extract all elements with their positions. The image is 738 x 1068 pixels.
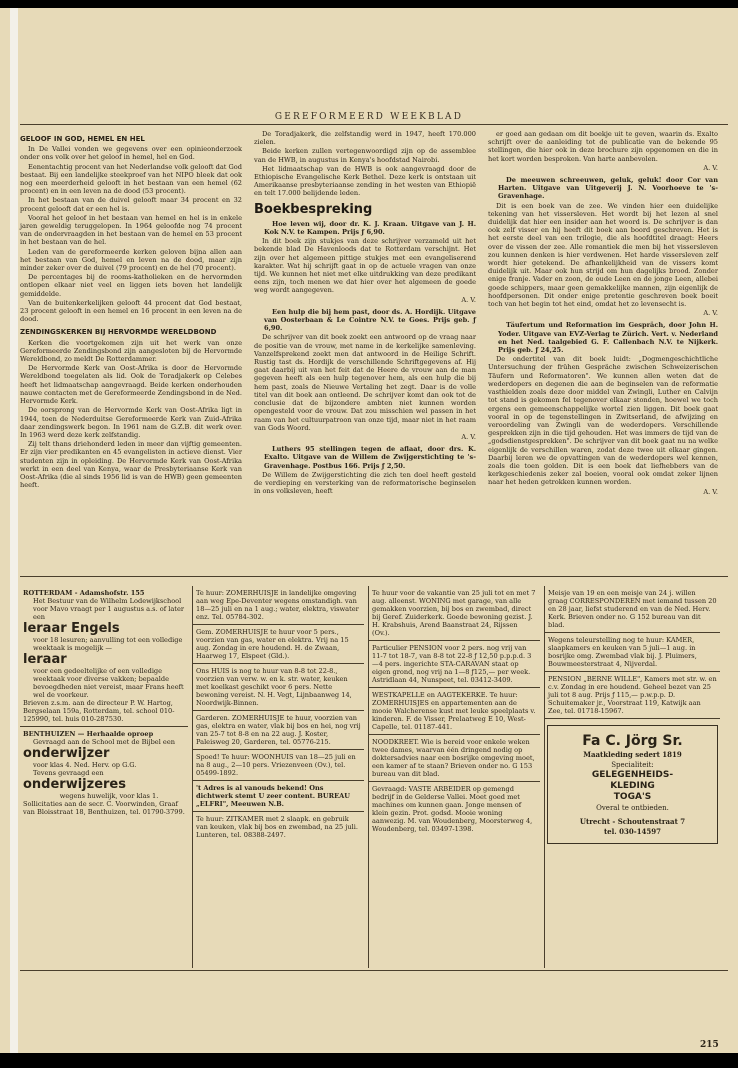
paragraph: Zij telt thans driehonderd leden in meer dan vijftig gemeenten. Er zijn vier predikanten en 45 evangelisten in actieve dienst. Vier studenten zijn in opleiding. De Hervormde Kerk van Oost-Afrika werkt in een deel van Kenya, waar de Presbyteriaanse Kerk van Oost-Afrika (die al sinds 1956 lid is van de HWB) geen gemeenten heeft. [20, 440, 242, 490]
ad-title-leraar-engels: leraar Engels [23, 621, 120, 636]
article-heading-zendingskerken: ZENDINGSKERKEN BIJ HERVORMDE WERELDBOND [20, 328, 217, 337]
ad-jorg-subtitle: Maatkleding sedert 1819 [583, 750, 682, 759]
ad-heading: ROTTERDAM - Adamshofstr. 155 [23, 589, 145, 597]
classified-ad: Spoed! Te huur: WOONHUIS van 18—25 juli en na 8 aug., 2—10 pers. Vriezenveen (Ov.), tel. 05499-1892. [193, 750, 364, 781]
paragraph: De Hervormde Kerk van Oost-Afrika is door de Hervormde Wereldbond toegelaten als lid. Ook de Toradjakerk op Celebes heeft het lidmaatschap aangevraagd. Beide kerken onderhouden nauwe contacten met de Gereformeerde Zendingsbond in de Ned. Hervormde Kerk. [20, 364, 242, 406]
paragraph: De oorsprong van de Hervormde Kerk van Oost-Afrika ligt in 1944, toen de Nederduitse Gereformeerde Kerk van Zuid-Afrika daar zendingswerk begon. In 1961 nam de G.Z.B. dit werk over. In 1963 werd deze kerk zelfstandig. [20, 406, 242, 439]
signature: A. V. [461, 295, 476, 304]
ad-jorg-line: GELEGENHEIDS- [591, 770, 674, 780]
paragraph: In het bestaan van de duivel gelooft maar 34 procent en 32 procent gelooft dat er een hel is. [20, 196, 242, 213]
classified-ad: Te huur voor de vakantie van 25 juli tot en met 7 aug. alleenst. WONING met garage, van alle gemakken voorzien, bij bos en zwembad, direct bij Geref. Zuiderkerk. Goede bewoning gezist. J. H. Krabshuis, Arend Baanstraat 24, Rijssen (Ov.). [369, 586, 540, 641]
masthead: GEREFORMEERD WEEKBLAD [274, 112, 464, 122]
paragraph: Vooral het geloof in het bestaan van hemel en hel is in enkele jaren geweldig teruggelopen. In 1964 geloofde nog 74 procent van de ondervraagden in het bestaan van de hemel en 53 procent in het bestaan van de hel. [20, 213, 242, 247]
ad-jorg-line: TOGA'S [613, 792, 652, 802]
paragraph: Van de buitenkerkelijken gelooft 44 procent dat God bestaat, 23 procent gelooft in een hemel en 16 procent in een leven na de dood. [20, 298, 242, 324]
ad-title-onderwijzeres: onderwijzeres [23, 777, 126, 792]
classified-ad: Gevraagd: VASTE ARBEIDER op gemengd bedrijf in de Gelderse Vallei. Moet goed met machines om kunnen gaan. Jonge mensen of klein gezin. Prot. godsd. Mooie woning aanwezig. M. van Woudenberg, Moorsterweg 4, Woudenberg, tel. 03497-1398. [372, 785, 533, 833]
ad-title-leraar: leraar [23, 652, 67, 667]
classified-ad: PENSION „BERNE WILLE", Kamers met str. w. en c.v. Zondag in ere houdend. Geheel bezet van 25 juli tot 8 aug. Prijs ƒ 115,— p.w.p.p. D. Schuitemaker jr., Voorstraat 119, Katwijk aan Zee, tel. 01718-15967. [545, 672, 720, 719]
ad-text: Het Bestuur van de Wilhelm Lodewijkschool voor Mavo vraagt per 1 augustus a.s. of later een [33, 597, 185, 621]
ad-text: wegens huwelijk, voor klas 1. [59, 792, 159, 800]
paragraph: Kerken die voortgekomen zijn uit het werk van onze Gereformeerde Zendingsbond zijn aangesloten bij de Hervormde Wereldbond, zo meldt De Rotterdammer. [20, 338, 242, 364]
classified-ad: Te huur: ZOMERHUISJE in landelijke omgeving aan weg Epe-Deventer wegens omstandigh. van 18—25 juli en na 1 aug.; water, elektra, viswater enz. Tel. 05784-302. [193, 586, 364, 625]
section-heading-boekbespreking: Boekbespreking [254, 201, 373, 217]
classified-ad: Ons HUIS is nog te huur van 8-8 tot 22-8., voorzien van verw. w. en k. str. water, keuken met koelkast geschikt voor 6 pers. Nette bewoning vereist. N. H. Vegt, Lijnbaanweg 14, Noordwijk-Binnen. [193, 664, 364, 711]
ad-text: voor klas 4. Ned. Herv. op G.G. [33, 761, 137, 769]
paragraph: De percentages bij de rooms-katholieken en de hervormden ontlopen elkaar niet veel en liggen iets boven het landelijk gemiddelde. [20, 273, 242, 298]
classified-ad: NOODKREET. Wie is bereid voor enkele weken twee dames, waarvan één dringend nodig op doktersadvies naar een bosrijke omgeving moet, een kamer af te staan? Brieven onder no. G 153 bureau van dit blad. [369, 735, 540, 782]
ad-jorg-title: Fa C. Jörg Sr. [582, 733, 683, 749]
ad-text: Gevraagd aan de School met de Bijbel een [33, 738, 175, 746]
ads-column-3 [368, 586, 540, 968]
paragraph: De schrijver van dit boek zoekt een antwoord op de vraag naar de positie van de vrouw, met name in de kerkelijke samenleving. Vanzelfsprekend zoekt men dat antwoord in de Heilige Schrift. Rustig tast ds. Hordijk de verschillende Schriftgegevens af. Hij gaat daarbij uit van het feit dat de Heere de vrouw aan de man gegeven heeft als een hulp tegenover hem, als een hulp die bij hem past, zoals de Nieuwe Vertaling het zegt. Daar is de volle titel van dit boek aan ontleend. De schrijver komt dan ook tot de conclusie dat de bijzondere ambten niet kunnen worden opengesteld voor de vrouw. Dat zou misschien wel passen in het raam van het cultuurpatroon van onze tijd, maar niet in het raam van Gods Woord. [254, 333, 476, 432]
ad-heading: BENTHUIZEN — Herhaalde oproep [23, 730, 154, 738]
signature: A. V. [703, 163, 718, 172]
classified-ad: Wegens teleurstelling nog te huur: KAMER, slaapkamers en keuken van 5 juli—1 aug. in bosrijke omg. Zwembad vlak bij. J. Pluimers, Bouwmeesterstraat 4, Nijverdal. [545, 633, 720, 672]
book-title: De meeuwen schreeuwen, geluk, geluk! door Cor van Harten. Uitgave van Uitgeverij J. N. Voorhoeve te 's-Gravenhage. [498, 176, 718, 201]
article-heading-geloof: GELOOF IN GOD, HEMEL EN HEL [20, 135, 145, 143]
page-edge-strip [10, 8, 18, 1053]
ad-jorg-address: Utrecht - Schoutenstraat 7 [579, 817, 686, 826]
paragraph: er goed aan gedaan om dit boekje uit te geven, waarin ds. Exalto schrijft over de aanleiding tot de publicatie van de bekende 95 stellingen, die hier ook in deze brochure zijn opgenomen en die in het kort worden besproken. Van harte aanbevolen. [488, 130, 718, 163]
paragraph: De Willem de Zwijgerstichting die zich ten doel heeft gesteld de verdieping en versterking van de reformatorische beginselen in ons volksleven, heeft [254, 470, 476, 496]
paragraph: Het lidmaatschap van de HWB is ook aangevraagd door de Ethiopische Evangelische Kerk Bethel. Deze kerk is ontstaan uit Amerikaanse presbyteriaanse zending in het westen van Ethiopië en telt 17.000 belijdende leden. [254, 164, 476, 198]
ad-text: voor een gedeeltelijke of een volledige weektaak voor diverse vakken; bepaalde bevoegdheden niet vereist, maar Frans heeft wel de voorkeur. [33, 667, 184, 699]
paragraph: Dit is een boek van de zee. We vinden hier een duidelijke tekening van het vissersleven. Het wordt bij het lezen al snel duidelijk dat hier een insider aan het woord is. De schrijver is dan ook zelf visser en hij heeft dit boek aan boord geschreven. Het is het eerste deel van een trilogie, die als hoofdtitel draagt: Heers over de vissen der zee. Alle romantiek die men bij het vissersleven zou kunnen denken is hier verdwenen. Het harde vissersleven zelf wordt hier getekend. De afhankelijkheid van de vissers komt duidelijk uit. Maar ook hun strijd om hun dagelijks brood. Zonder enige franje. Vader en zoon, de oude Leen en de jonge Leen, allebei goede schippers, maar geen gemakkelijke mannen, zijn eigenlijk de hoofdpersonen. Dit onder enige pretentie geschreven boek boeit toch van het begin tot het eind, omdat het zo levensecht is. [488, 201, 718, 309]
classified-ad: Garderen. ZOMERHUISJE te huur, voorzien van gas, elektra en water, vlak bij bos en hei, nog vrij van 25-7 tot 8-8 en na 22 aug. J. Koster, Paleisweg 20, Garderen, tel. 05776-215. [193, 711, 364, 750]
book-title: Hoe leven wij, door dr. K. J. Kraan. Uitgave van J. H. Kok N.V. te Kampen. Prijs ƒ 6,90. [264, 219, 476, 237]
ad-text: Brieven z.s.m. aan de directeur P. W. Hartog, Bergselaan 159a, Rotterdam, tel. school 010-125990, tel. huis 010-287530. [23, 699, 175, 723]
ads-column-4 [544, 586, 720, 968]
paragraph: Eenentachtig procent van het Nederlandse volk gelooft dat God bestaat. Bij een landelijke steekproef van het NIPO bleek dat ook nog een meerderheid gelooft in het bestaan van een hemel (62 procent) en in een leven na de dood (53 procent). [20, 162, 242, 196]
classified-ad-elfri: 't Adres is al vanouds bekend! Ons dichtwerk stemt U zeer content. BUREAU „ELFRI", Meeuwen N.B. [193, 781, 364, 812]
ad-text: Tevens gevraagd een [33, 769, 104, 777]
signature: A. V. [703, 487, 718, 496]
classified-ad: Te huur: ZITKAMER met 2 slaapk. en gebruik van keuken, vlak bij bos en zwembad, na 25 juli. Lunteren, tel. 08388-2497. [196, 815, 358, 839]
book-title: Een hulp die bij hem past, door ds. A. Hordijk. Uitgave van Oosterbaan & Le Cointre N.V. te Goes. Prijs geb. ƒ 6,90. [264, 307, 476, 333]
paragraph: De Toradjakerk, die zelfstandig werd in 1947, heeft 170.000 zielen. [254, 130, 476, 147]
signature: A. V. [703, 309, 718, 318]
classified-ad: WESTKAPELLE en AAGTEKERKE. Te huur: ZOMERHUISJES en appartementen aan de mooie Walcherense kust met leuke speelplaats v. kinderen. F. de Visser, Prelaatweg E 10, West-Capelle, tel. 01187-441. [369, 688, 540, 735]
page-number: 215 [700, 1040, 719, 1050]
classified-ad: Meisje van 19 en een meisje van 24 j. willen graag CORRESPONDEREN met iemand tussen 20 en 28 jaar, liefst studerend en van de Ned. Herv. Kerk. Brieven onder no. G 152 bureau van dit blad. [545, 586, 720, 633]
paragraph: De ondertitel van dit boek luidt: „Dogmengeschichtliche Untersuchung der frühen Gespräche zwischen Schweizerischen Täufern und Reformatoren". We kunnen allen weten dat de wederdopers en degenen die aan de beginselen van de reformatie vasthielden zoals deze door middel van Zwingli, Luther en Calvijn tot stand is gekomen fel tegenover elkaar stonden, hoewel we toch ergens een gemeenschappelijke worteI zien liggen. Dit boek gaat vooral in op de tegenstellingen in Zwitserland, de afwijzing en veroordeling van Zwingli van de wederdopers. Verschillende gesprekken zijn in die tijd gehouden. Het was immers de tijd van de „godsdienstgesprekken". De schrijver van dit boek gaat nu na welke eigenlijk de verschillen waren, zodat deze twee uit elkaar gingen. Daarbij leren we de opvattingen van de wederdopers wel kennen, zoals die toen golden. Dit is een boek dat liefhebbers van de kerkgeschiedenis zeker zal boeien, vooral ook omdat zeker lijnen naar het heden getrokken kunnen worden. [488, 355, 718, 487]
masthead-rule [20, 124, 728, 125]
ad-jorg-phone: tel. 030-14597 [603, 827, 662, 836]
paragraph: Leden van de gereformeerde kerken geloven bijna allen aan het bestaan van God, hemel en leven na de dood, maar zijn minder zeker over de duivel (79 procent) en de hel (70 procent). [20, 247, 242, 273]
column-1 [20, 130, 242, 490]
ad-jorg-line: KLEDING [610, 781, 655, 791]
ads-bottom-rule [20, 970, 728, 971]
classified-ad: Particulier PENSION voor 2 pers. nog vrij van 11-7 tot 18-7, van 8-8 tot 22-8 ƒ 12,50 p.p.p.d. 3—4 pers. ingerichte STA-CARAVAN staat op eigen grond, nog vrij na 1—8 ƒ125,— per week. Astridlaan 44, Nunspeet, tel. 03412-3409. [369, 641, 540, 688]
ads-column-2 [192, 586, 364, 968]
book-title: Luthers 95 stellingen tegen de aflaat, door drs. K. Exalto. Uitgave van de Willem de Zwijgerstichting te 's-Gravenhage. Postbus 166. Prijs ƒ 2,50. [264, 445, 476, 470]
classified-ad: Gem. ZOMERHUISJE te huur voor 5 pers., voorzien van gas, water en elektra. Vrij na 15 aug. Zondag in ere houdend. H. de Zwaan, Haarweg 17, Elspeet (Gld.). [193, 625, 364, 664]
ad-jorg-note: Overal te ontbieden. [596, 804, 669, 812]
ads-top-rule [20, 576, 728, 577]
ad-text: voor 18 lesuren; aanvulling tot een volledige weektaak is mogelijk — [33, 636, 183, 652]
book-title: Täufertum und Reformation im Gespräch, door John H. Yoder. Uitgave van EVZ-Verlag te Zürich. Vert. v. Nederland en het Ned. taalgebied G. F. Callenbach N.V. te Nijkerk. Prijs geb. ƒ 24,25. [498, 321, 718, 355]
paragraph: In dit boek zijn stukjes van deze schrijver verzameld uit het bekende blad De Havenloods dat te Rotterdam verschijnt. Het zijn over het algemeen pittige stukjes met een evangeliserend karakter. Wat hij schrijft gaat in op de actuele vragen van onze tijd. We kunnen het niet met elke uitdrukking van deze predikant eens zijn, toch menen we dat hier over het algemeen de goede weg wordt aangegeven. [254, 237, 476, 295]
paragraph: In De Vallei vonden we gegevens over een opinieonderzoek onder ons volk over het geloof in hemel, hel en God. [20, 145, 242, 162]
ads-column-1 [20, 586, 188, 968]
ad-jorg-tailor [547, 725, 718, 844]
column-3 [488, 130, 718, 496]
signature: A. V. [461, 432, 476, 441]
newspaper-page [0, 8, 738, 1053]
paragraph: Beide kerken zullen vertegenwoordigd zijn op de assemblee van de HWB, in augustus in Kenya's hoofdstad Nairobi. [254, 147, 476, 164]
ad-rotterdam [20, 586, 188, 727]
ad-jorg-specialty: Specialiteit: [611, 761, 654, 769]
column-2 [254, 130, 476, 496]
ad-benthuizen [20, 727, 188, 819]
ad-title-onderwijzer: onderwijzer [23, 746, 110, 761]
ad-text: Sollicitaties aan de secr. C. Voorwinden, Graaf van Bloisstraat 18, Benthuizen, tel. 01790-3799. [23, 800, 185, 816]
